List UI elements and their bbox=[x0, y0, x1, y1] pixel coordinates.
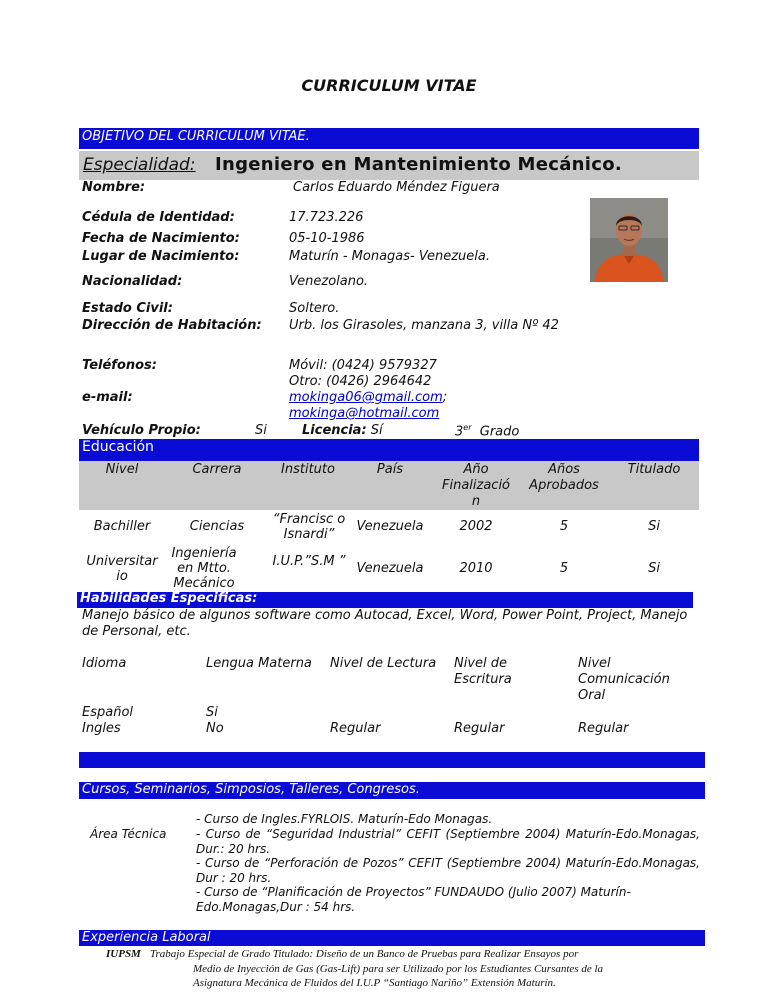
licencia-value: Sí bbox=[370, 423, 383, 438]
email-link-gmail[interactable]: mokinga06@gmail.com bbox=[289, 390, 443, 405]
courses-area-label: Área Técnica bbox=[90, 827, 167, 841]
lang-row2-oral: Regular bbox=[578, 721, 629, 736]
edu-row1-titulado: Si bbox=[648, 519, 660, 534]
edu-col-pais: País bbox=[376, 462, 404, 477]
experience-header-text: Experiencia Laboral bbox=[82, 930, 211, 945]
grado-number: 3 bbox=[455, 424, 464, 440]
lang-col-lectura: Nivel de Lectura bbox=[330, 656, 437, 671]
telefono-otro: Otro: (0426) 2964642 bbox=[289, 374, 432, 389]
nacionalidad-value: Venezolano. bbox=[289, 274, 369, 289]
specialty-band bbox=[79, 151, 699, 180]
estado-civil-value: Soltero. bbox=[289, 301, 340, 316]
edu-row2-carrera: Ingeniería en Mtto. Mecánico bbox=[171, 546, 237, 591]
email-line-2 bbox=[289, 406, 439, 421]
lang-row2-lectura: Regular bbox=[330, 721, 381, 736]
edu-col-nivel: Nivel bbox=[105, 462, 139, 477]
course-item-2: - Curso de “Seguridad Industrial” CEFIT (Septiembre 2004) Maturín-Edo.Monagas, Dur.: 20 hrs. bbox=[196, 827, 700, 856]
specialty-value: Ingeniero en Mantenimiento Mecánico. bbox=[215, 154, 623, 175]
edu-row1-pais: Venezuela bbox=[356, 519, 424, 534]
lugar-nac-value: Maturín - Monagas- Venezuela. bbox=[289, 249, 490, 264]
skills-header-text: Habilidades Especificas: bbox=[80, 591, 258, 606]
edu-row1-carrera: Ciencias bbox=[189, 519, 245, 534]
edu-row2-aprobados: 5 bbox=[559, 561, 569, 576]
edu-col-instituto: Instituto bbox=[281, 462, 335, 477]
edu-col-titulado: Titulado bbox=[627, 462, 681, 477]
edu-col-aprobados: Años Aprobados bbox=[529, 462, 599, 493]
experience-line-2: Medio de Inyección de Gas (Gas-Lift) para ser Utilizado por los Estudiantes Cursantes de la bbox=[193, 963, 604, 975]
email-link-hotmail[interactable]: mokinga@hotmail.com bbox=[289, 406, 440, 421]
edu-row1-anio: 2002 bbox=[459, 519, 493, 534]
nacionalidad-label: Nacionalidad: bbox=[82, 274, 183, 289]
estado-civil-label: Estado Civil: bbox=[82, 301, 173, 316]
edu-row1-aprobados: 5 bbox=[559, 519, 569, 534]
skills-header-band bbox=[77, 592, 693, 608]
courses-header-text: Cursos, Seminarios, Simposios, Talleres, Congresos. bbox=[82, 782, 420, 797]
course-item-1: - Curso de Ingles.FYRLOIS. Maturín-Edo Monagas. bbox=[196, 812, 493, 826]
vehiculo-label: Vehículo Propio: bbox=[82, 423, 201, 438]
lang-col-materna: Lengua Materna bbox=[206, 656, 312, 671]
course-item-4: - Curso de “Planificación de Proyectos” FUNDAUDO (Julio 2007) Maturín-Edo.Monagas,Dur : 54 hrs. bbox=[196, 885, 631, 914]
objective-header-band bbox=[79, 128, 699, 149]
course-item-3: - Curso de “Perforación de Pozos” CEFIT (Septiembre 2004) Maturín-Edo.Monagas, Dur : 20 hrs. bbox=[196, 856, 700, 885]
direccion-value: Urb. los Girasoles, manzana 3, villa Nº 42 bbox=[289, 318, 559, 333]
edu-col-anio: Año Finalizació n bbox=[441, 462, 511, 509]
grado-text: Grado bbox=[479, 424, 520, 440]
nombre-value: Carlos Eduardo Méndez Figuera bbox=[293, 180, 500, 195]
email-separator: ; bbox=[442, 390, 448, 405]
education-header-band bbox=[79, 439, 699, 461]
education-header-text: Educación bbox=[82, 439, 154, 455]
fecha-nac-value: 05-10-1986 bbox=[289, 231, 365, 246]
lang-row1-materna: Si bbox=[206, 705, 218, 720]
licencia-label: Licencia: bbox=[302, 423, 367, 438]
edu-row2-anio: 2010 bbox=[459, 561, 493, 576]
empty-band bbox=[79, 752, 705, 768]
objective-header-text: OBJETIVO DEL CURRICULUM VITAE. bbox=[82, 129, 310, 144]
edu-row2-pais: Venezuela bbox=[356, 561, 424, 576]
experience-header-band bbox=[79, 930, 705, 946]
skills-text: Manejo básico de algunos software como Autocad, Excel, Word, Power Point, Project, Manejo de Personal, etc. bbox=[82, 608, 688, 639]
page-title: CURRICULUM VITAE bbox=[301, 76, 477, 95]
profile-photo bbox=[590, 198, 668, 282]
telefono-movil: Móvil: (0424) 9579327 bbox=[289, 358, 437, 373]
edu-col-carrera: Carrera bbox=[192, 462, 242, 477]
telefonos-label: Teléfonos: bbox=[82, 358, 157, 373]
email-line-1 bbox=[289, 390, 447, 405]
cedula-label: Cédula de Identidad: bbox=[82, 210, 235, 225]
lugar-nac-label: Lugar de Nacimiento: bbox=[82, 249, 240, 264]
cedula-value: 17.723.226 bbox=[289, 210, 364, 225]
fecha-nac-label: Fecha de Nacimiento: bbox=[82, 231, 240, 246]
lang-row2-escritura: Regular bbox=[454, 721, 505, 736]
edu-row2-titulado: Si bbox=[648, 561, 660, 576]
nombre-label: Nombre: bbox=[82, 180, 146, 195]
vehiculo-value: Si bbox=[255, 423, 267, 438]
lang-row1-idioma: Español bbox=[82, 705, 134, 720]
courses-header-band bbox=[79, 782, 705, 799]
lang-col-escritura: Nivel de Escritura bbox=[454, 656, 512, 687]
edu-row2-nivel: Universitar io bbox=[86, 554, 158, 584]
email-label: e-mail: bbox=[82, 390, 133, 405]
grado-superscript: er bbox=[463, 423, 472, 432]
edu-row2-instituto: I.U.P.”S.M ” bbox=[272, 554, 346, 569]
edu-row1-nivel: Bachiller bbox=[93, 519, 151, 534]
lang-row2-idioma: Ingles bbox=[82, 721, 121, 736]
experience-org: IUPSM bbox=[106, 948, 141, 960]
direccion-label: Dirección de Habitación: bbox=[82, 318, 262, 333]
lang-col-oral: Nivel Comunicación Oral bbox=[578, 656, 670, 703]
specialty-label: Especialidad: bbox=[83, 155, 196, 175]
experience-line-1: Trabajo Especial de Grado Titulado: Diseño de un Banco de Pruebas para Realizar Ensayos por bbox=[150, 948, 579, 960]
experience-line-3: Asignatura Mecánica de Fluidos del I.U.P “Santiago Nariño” Extensión Maturín. bbox=[193, 977, 556, 989]
lang-row2-materna: No bbox=[206, 721, 224, 736]
licencia-row bbox=[302, 423, 383, 438]
edu-row1-instituto: “Francisc o Isnardi” bbox=[272, 512, 346, 542]
lang-col-idioma: Idioma bbox=[82, 656, 127, 671]
person-photo-icon bbox=[590, 198, 668, 282]
licencia-grado bbox=[455, 423, 519, 439]
